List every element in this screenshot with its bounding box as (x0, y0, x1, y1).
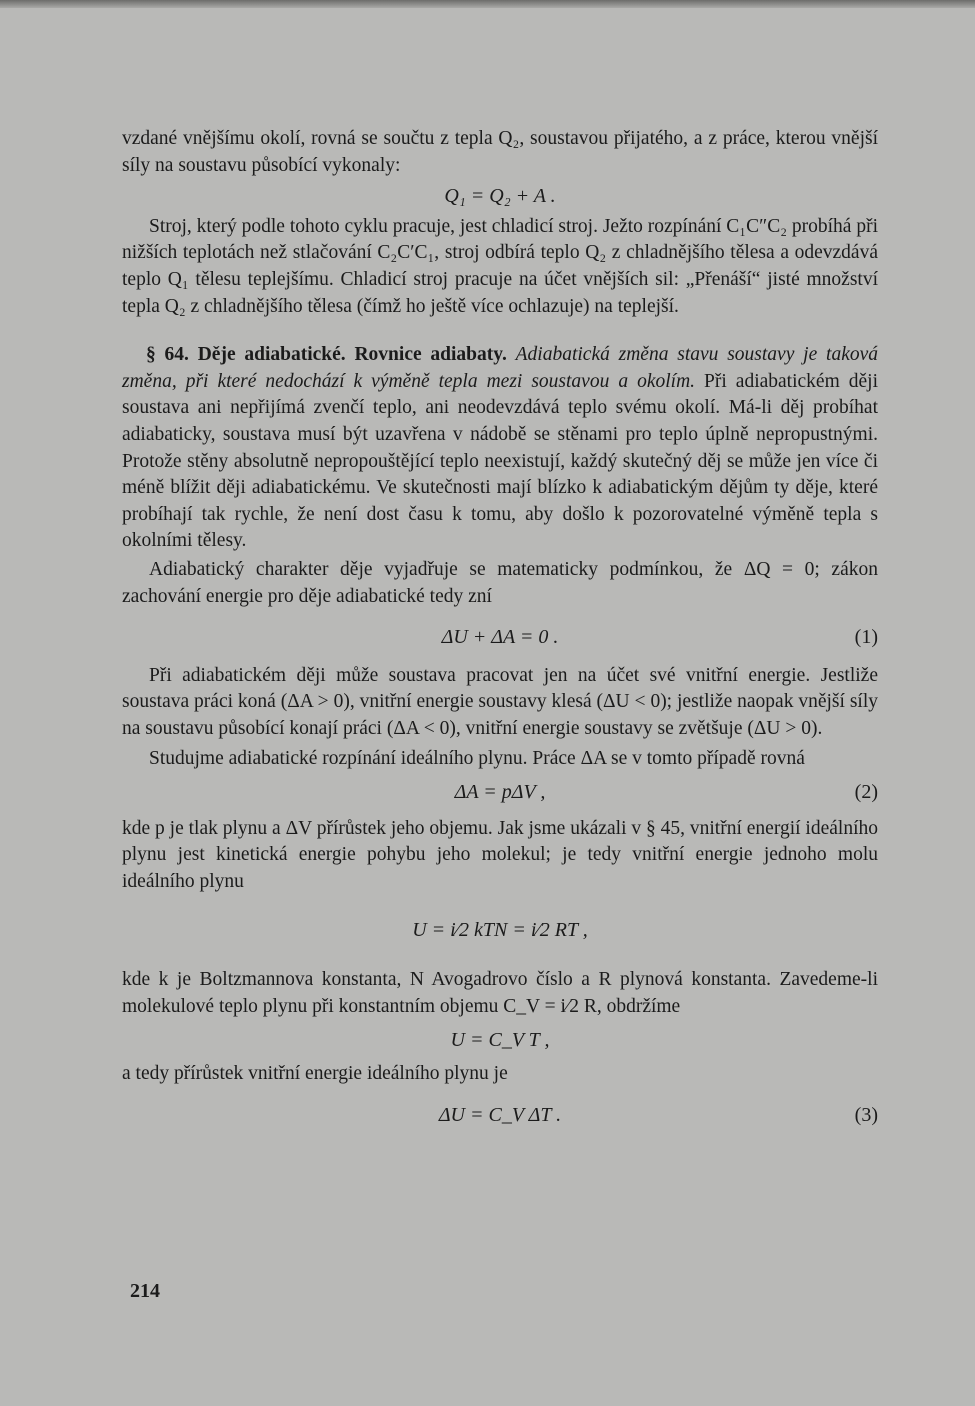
equation-u-cv-t: U = C_V T , (450, 1028, 550, 1051)
paragraph-internal-energy: Při adiabatickém ději může soustava pracovat jen na účet své vnitřní energie. Jestliže soustava práci koná (ΔA > 0), vnitřní energie soustavy klesá (ΔU < 0); jestliže naopak vnější síly na soustavu působící konají práci (ΔA < 0), vnitřní energie soustavy se zvětšuje (ΔU > 0). (122, 664, 878, 739)
paragraph-cooling-machine: Stroj, který podle tohoto cyklu pracuje, jest chladicí stroj. Ježto rozpínání C₁C″C₂ probíhá při nižších teplotách než stlačování C₂C′C₁, stroj odbírá teplo Q₂ z chladnějšího tělesa a odevzdává teplo Q₁ tělesu teplejšímu. Chladicí stroj pracuje na účet vnějších sil: „Přenáší“ jisté množství tepla Q₂ z chladnějšího tělesa (čímž ho ještě více ochlazuje) na teplejší. (122, 215, 878, 317)
equation-2: ΔA = pΔV , (2) (122, 779, 878, 806)
equation-number-2: (2) (854, 781, 878, 804)
paragraph-ideal-gas-expansion: Studujme adiabatické rozpínání ideálního plynu. Práce ΔA se v tomto případě rovná (149, 748, 805, 770)
paragraph-pressure: kde p je tlak plynu a ΔV přírůstek jeho objemu. Jak jsme ukázali v § 45, vnitřní energií ideálního plynu jest kinetická energie pohybu jeho molekul; je tedy vnitřní energie jednoho molu ideálního plynu (122, 817, 878, 892)
equation-number-3: (3) (854, 1103, 878, 1126)
section-heading: § 64. Děje adiabatické. Rovnice adiabaty. (146, 344, 507, 366)
section-definition: Adiabatická změna stavu soustavy je taková změna, při které nedochází k výměně tepla mezi soustavou a okolím. (122, 344, 878, 392)
paragraph-1: vzdané vnějšímu okolí, rovná se součtu z tepla Q₂, soustavou přijatého, a z práce, kterou vnější síly na soustavu působící vykonaly: (122, 128, 878, 176)
equation-q1-q2-a: Q₁ = Q₂ + A . (444, 185, 556, 208)
paragraph-boltzmann: kde k je Boltzmannova konstanta, N Avogadrovo číslo a R plynová konstanta. Zavedeme-li molekulové teplo plynu při konstantním objemu C_V = i⁄2 R, obdržíme (122, 969, 878, 1018)
section-body: Při adiabatickém ději soustava ani nepřijímá zvenčí teplo, ani neodevzdává teplo svému okolí. Má-li děj probíhat adiabaticky, soustava musí být uzavřena v nádobě se stěnami pro teplo úplně nepropustnými. Protože stěny absolutně nepropouštějící teplo neexistují, každý skutečný děj se může jen více či méně blížit ději adiabatickému. Ve skutečnosti mají blízko k adiabatickým dějům ty děje, které probíhají tak rychle, že není dost času k tomu, aby došlo k pozorovatelné výměně tepla s okolními tělesy. (122, 370, 878, 552)
page-text (122, 126, 878, 1128)
equation-3: ΔU = C_V ΔT . (3) (122, 1102, 878, 1129)
paragraph-adiabatic-condition: Adiabatický charakter děje vyjadřuje se matematicky podmínkou, že ΔQ = 0; zákon zachování energie pro děje adiabatické tedy zní (122, 558, 878, 607)
equation-1: ΔU + ΔA = 0 . (1) (122, 624, 878, 651)
equation-internal-energy: U = i⁄2 kTN = i⁄2 RT , (412, 919, 588, 942)
equation-number-1: (1) (854, 626, 878, 649)
paragraph-increment: a tedy přírůstek vnitřní energie ideálního plynu je (122, 1063, 508, 1085)
page-number: 214 (130, 1280, 160, 1302)
section-64 (122, 342, 878, 555)
page-top-edge (0, 0, 975, 8)
